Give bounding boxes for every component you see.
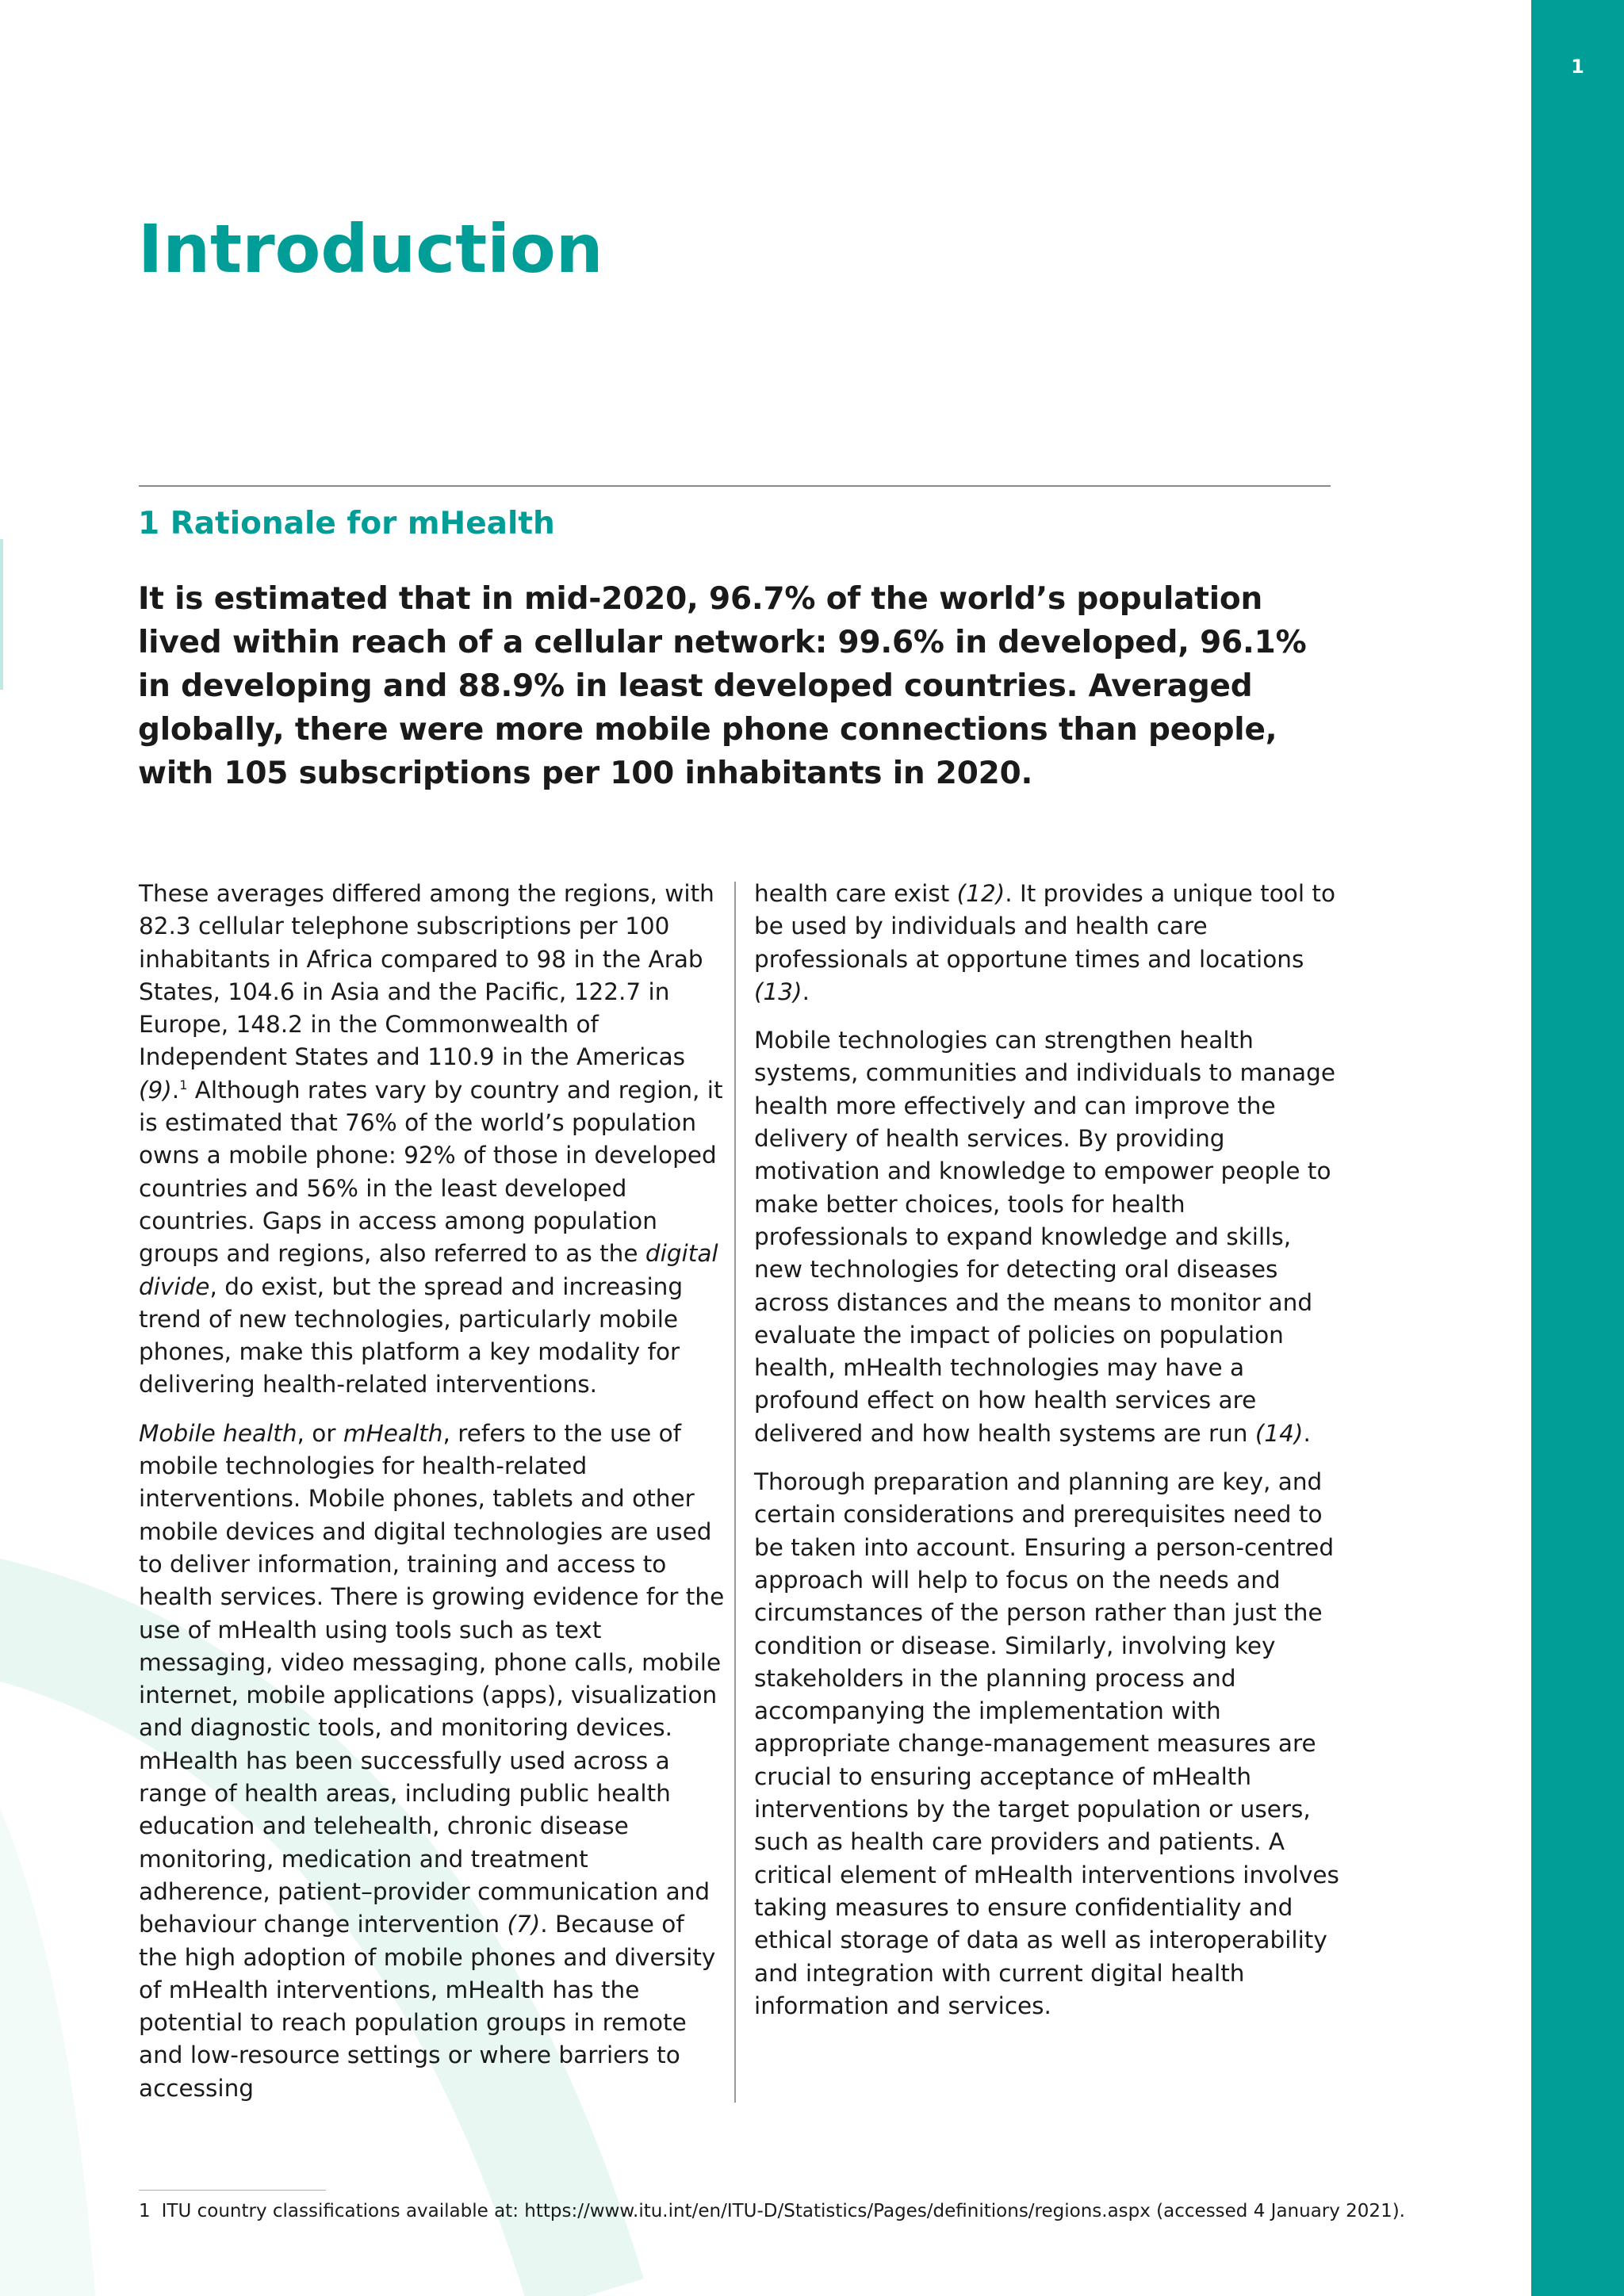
text-run: , refers to the use of mobile technologies for health-related interventions. Mobile phones, tablets and other mobile devices and digital technologies are used to deliver information, training and access to health services. There is growing evidence for the use of mHealth using tools such as text messaging, video messaging, phone calls, mobile internet, mobile applications (apps), visualization and diagnostic tools, and monitoring devices. mHealth has been successfully used across a range of health areas, including public health education and telehealth, chronic disease monitoring, medication and treatment adherence, patient–provider communication and behaviour change intervention <box>139 1419 725 1938</box>
text-run: health care exist <box>754 880 957 907</box>
text-run: . <box>171 1076 180 1104</box>
text-run: Mobile technologies can strengthen health systems, communities and individuals to manage health more effectively and can improve the delivery of health services. By providing motivation and knowledge to empower people to make better choices, tools for health professionals to expand knowledge and skills, new technologies for detecting oral diseases across distances and the means to monitor and evaluate the impact of policies on population health, mHealth technologies may have a profound effect on how health services are delivered and how health systems are run <box>754 1027 1336 1447</box>
left-edge-accent <box>0 539 3 690</box>
paragraph <box>139 1418 726 2105</box>
emphasis: mHealth <box>343 1419 443 1447</box>
right-column <box>754 878 1341 2038</box>
side-color-bar <box>1531 0 1624 2296</box>
citation: (7) <box>507 1911 541 1938</box>
footnote-number: 1 <box>139 2201 151 2221</box>
footnote-divider <box>139 2190 326 2191</box>
section-title: 1 Rationale for mHealth <box>138 506 555 541</box>
lead-paragraph: It is estimated that in mid-2020, 96.7% of the world’s population lived within reach of a cellular network: 99.6% in developed, 96.1% in developing and 88.9% in least developed countries. Averaged globally, there were more mobile phone connections than people, with 105 subscriptions per 100 inhabitants in 2020. <box>138 581 1307 791</box>
text-run: . Because of the high adoption of mobile phones and diversity of mHealth interventions, mHealth has the potential to reach population groups in remote and low-resource settings or where barriers to accessing <box>139 1911 716 2102</box>
citation: (9) <box>139 1076 172 1104</box>
chapter-title: Introduction <box>138 210 603 288</box>
footnote-ref[interactable]: 1 <box>179 1077 188 1093</box>
paragraph <box>754 1024 1341 1450</box>
paragraph <box>754 878 1341 1008</box>
left-column <box>139 878 726 2121</box>
paragraph: Thorough preparation and planning are key, and certain considerations and prerequisites need to be taken into account. Ensuring a person-centred approach will help to focus on the needs and circumstances of the person rather than just the condition or disease. Similarly, involving key stakeholders in the planning process and accompanying the implementation with appropriate change-management measures are crucial to ensuring acceptance of mHealth interventions by the target population or users, such as health care providers and patients. A critical element of mHealth interventions involves taking measures to ensure confidentiality and ethical storage of data as well as interoperability and integration with current digital health information and services. <box>754 1468 1339 2019</box>
citation: (12) <box>956 880 1005 907</box>
emphasis: digital divide <box>139 1240 718 1300</box>
citation: (13) <box>754 978 802 1005</box>
emphasis: Mobile health <box>139 1419 297 1447</box>
background-corner <box>0 1808 95 2296</box>
text-run: . <box>1303 1419 1311 1447</box>
text-run: . It provides a unique tool to be used by individuals and health care professionals at opportune times and locations <box>754 880 1336 973</box>
column-divider <box>734 882 736 2103</box>
text-run: , do exist, but the spread and increasing trend of new technologies, particularly mobile phones, make this platform a key modality for delivering health-related interventions. <box>139 1272 684 1399</box>
text-run: These averages differed among the regions, with 82.3 cellular telephone subscriptions per 100 inhabitants in Africa compared to 98 in the Arab States, 104.6 in Asia and the Pacific, 122.7 in Europe, 148.2 in the Commonwealth of Independent States and 110.9 in the Americas <box>139 880 714 1071</box>
footnote <box>139 2199 1519 2223</box>
paragraph <box>139 878 726 1402</box>
page-number: 1 <box>1571 55 1584 78</box>
text-run: , or <box>297 1419 343 1447</box>
footnote-text[interactable]: ITU country classifications available at: https://www.itu.int/en/ITU-D/Statistics/Pages/definitions/regions.aspx (accessed 4 January 2021). <box>161 2201 1405 2221</box>
section-divider <box>139 485 1331 487</box>
text-run: Although rates vary by country and region, it is estimated that 76% of the world’s population owns a mobile phone: 92% of those in developed countries and 56% in the least developed countries. Gaps in access among population groups and regions, also referred to as the <box>139 1076 723 1268</box>
text-run: . <box>802 978 810 1005</box>
citation: (14) <box>1254 1419 1304 1447</box>
